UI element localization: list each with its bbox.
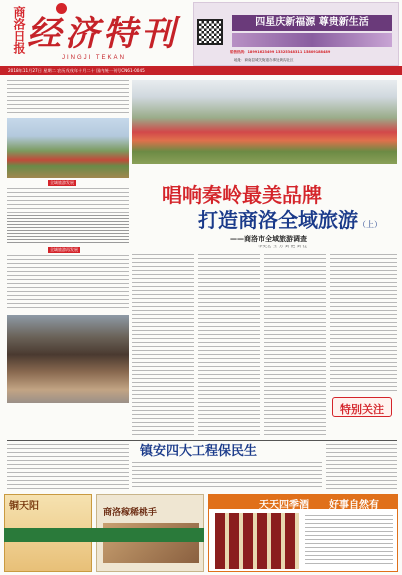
bottom-col-left <box>7 444 129 489</box>
ad-right[interactable] <box>208 494 398 572</box>
ad-right-header <box>209 495 397 509</box>
article-col-3 <box>264 254 326 438</box>
paper-name: 商洛日报 <box>12 6 26 54</box>
feature-headline-1: 唱响秦岭最美品牌 <box>162 183 322 207</box>
bottom-col-right <box>326 444 397 489</box>
section-label-2: 全域旅游再发展 <box>50 247 78 252</box>
masthead-emblem-icon <box>56 3 67 14</box>
masthead-title: 经济特刊 <box>27 14 179 54</box>
date-line: 2018年11月27日 星期二 农历戊戌年十月二十 国内统一刊号CN61-0045 <box>8 68 145 73</box>
ad-address: 地址：商南县城关街道办事处黄沟社区 <box>234 58 294 62</box>
ad-left-title: 铜天阳 <box>9 501 39 512</box>
bottom-divider <box>7 440 397 441</box>
bottom-col-mid <box>132 462 322 489</box>
bottom-headline: 镇安四大工程保民生 <box>140 444 258 459</box>
section-label-1: 全域旅游发展 <box>50 180 74 185</box>
ad-mid-title: 商洛稼稀桃手 <box>103 508 158 518</box>
ad-hotline: 销售热线：18991623499 13325348311 15809188489 <box>230 50 331 54</box>
masthead-pinyin: JINGJI TEKAN <box>62 55 126 61</box>
left-text-block-4 <box>7 255 129 310</box>
feature-part-label: （上） <box>358 220 382 229</box>
article-col-4 <box>330 254 397 394</box>
feature-bylines: 李更宏 王 芳 刘 艳 刘 佳 <box>258 245 308 249</box>
special-focus-text: 特别关注 <box>340 403 384 416</box>
ad-right-title-1: 天天四季酒 <box>259 500 309 511</box>
feature-headline-2-text: 打造商洛全域旅游 <box>198 208 358 232</box>
ad-right-title-2: 好事自然有 <box>329 500 379 511</box>
qr-code-icon <box>197 19 223 45</box>
feature-headline-2 <box>198 208 398 232</box>
article-col-1 <box>132 254 194 438</box>
ad-banner-text: 四星庆新福源 尊贵新生活 <box>232 15 392 31</box>
ad-green-strip[interactable] <box>4 528 204 542</box>
landscape-photo <box>7 118 129 178</box>
flower-photo <box>132 80 397 164</box>
special-focus-badge <box>332 397 392 417</box>
article-col-2 <box>198 254 260 438</box>
top-ad[interactable] <box>193 2 399 66</box>
left-text-block-2 <box>7 188 129 213</box>
left-text-block-3 <box>7 215 129 245</box>
ad-right-bottles <box>215 513 299 569</box>
ad-right-text <box>305 515 393 567</box>
left-text-block-1 <box>7 80 129 115</box>
ad-photo <box>232 33 392 47</box>
street-photo <box>7 315 129 403</box>
feature-subtitle: ——商洛市全域旅游调查 <box>230 235 307 243</box>
